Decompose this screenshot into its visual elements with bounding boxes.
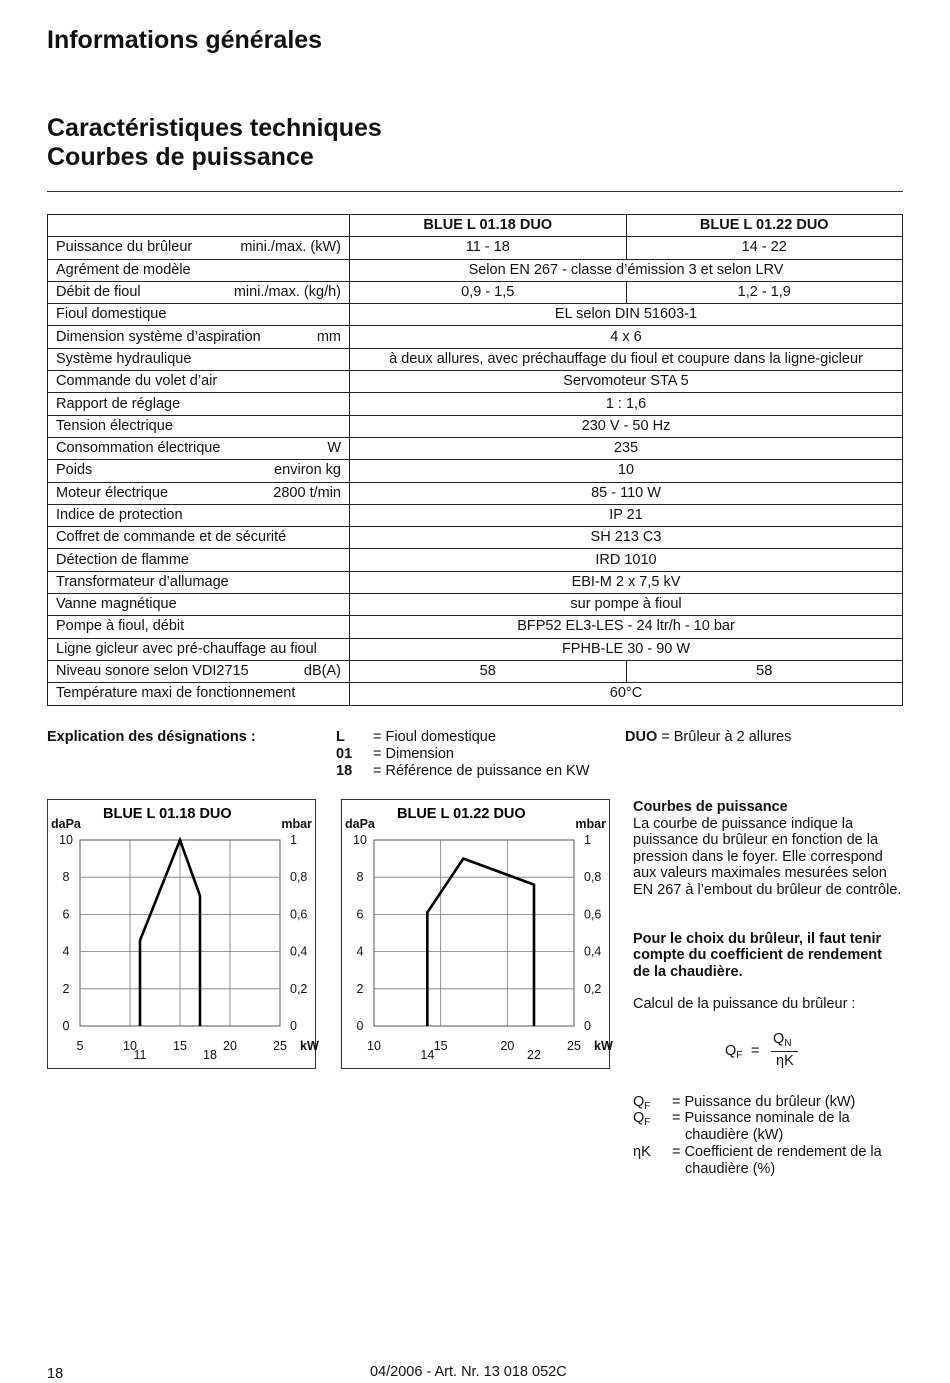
section-subtitle: Courbes de puissance xyxy=(47,143,314,171)
row-unit: 2800 t/min xyxy=(273,484,341,501)
legend-text: = Puissance du brûleur (kW) xyxy=(672,1094,856,1110)
row-value: à deux allures, avec préchauffage du fioul et coupure dans la ligne-gicleur xyxy=(350,348,903,370)
row-unit: W xyxy=(327,440,341,457)
row-label: Transformateur d’allumage xyxy=(56,573,229,590)
x-tick-label: 25 xyxy=(273,1039,287,1053)
designations-heading: Explication des désignations : xyxy=(47,729,256,745)
row-label: Consommation électrique xyxy=(56,440,221,457)
y-tick-label-right: 0,4 xyxy=(290,944,308,959)
table-row xyxy=(48,527,903,549)
row-unit: mini./max. (kg/h) xyxy=(233,284,341,301)
power-curve-chart-2 xyxy=(341,799,613,1069)
row-label-cell xyxy=(48,326,350,348)
legend-symbol-sub: F xyxy=(644,1101,651,1112)
designation-text: = Référence de puissance en KW xyxy=(373,763,590,779)
chart-svg xyxy=(342,800,613,1068)
row-unit: mm xyxy=(316,328,341,345)
row-value: 230 V - 50 Hz xyxy=(350,415,903,437)
table-row xyxy=(48,594,903,616)
row-label-cell xyxy=(48,504,350,526)
legend-symbol xyxy=(633,1144,651,1165)
table-row xyxy=(48,460,903,482)
y-axis-label-right: mbar xyxy=(575,817,606,831)
row-label-cell xyxy=(48,281,350,303)
duo-code: DUO xyxy=(625,729,658,745)
row-label: Ligne gicleur avec pré-chauffage au fioul xyxy=(56,640,317,657)
row-value: 4 x 6 xyxy=(350,326,903,348)
row-value: 1 : 1,6 xyxy=(350,393,903,415)
table-row xyxy=(48,326,903,348)
notes-heading: Courbes de puissance xyxy=(633,799,788,815)
power-curve-chart-1 xyxy=(47,799,319,1069)
y-axis-label-left: daPa xyxy=(51,817,81,831)
legend-text: = Puissance nominale de la chaudière (kW) xyxy=(672,1110,850,1143)
designation-code: 01 xyxy=(336,746,353,762)
row-label-cell xyxy=(48,371,350,393)
row-value: 10 xyxy=(350,460,903,482)
legend-symbol-text: Q xyxy=(633,1094,645,1110)
table-header-cell: BLUE L 01.22 DUO xyxy=(626,215,903,237)
table-row xyxy=(48,638,903,660)
designation-code: 18 xyxy=(336,763,353,779)
y-tick-label-right: 1 xyxy=(290,833,297,847)
y-tick-label-right: 0,4 xyxy=(584,944,602,959)
row-label-cell xyxy=(48,527,350,549)
y-tick-label-right: 0,8 xyxy=(290,870,308,885)
table-row xyxy=(48,616,903,638)
row-label: Rapport de réglage xyxy=(56,395,181,412)
notes-bold-paragraph: Pour le choix du brûleur, il faut tenir compte du coefficient de rendement de la chaudière. xyxy=(633,931,882,980)
y-tick-label-left: 2 xyxy=(62,981,70,996)
y-axis-label-right: mbar xyxy=(281,817,312,831)
y-tick-label-right: 0 xyxy=(290,1019,297,1033)
x-tick-label: 20 xyxy=(223,1039,237,1053)
page-number: 18 xyxy=(47,1366,64,1382)
x-tick-label: 15 xyxy=(173,1039,187,1053)
row-label-cell xyxy=(48,571,350,593)
x-marker-label: 11 xyxy=(133,1048,147,1062)
table-row xyxy=(48,549,903,571)
row-label: Puissance du brûleur xyxy=(56,239,193,256)
row-value: 0,9 - 1,5 xyxy=(350,281,627,303)
duo-designation xyxy=(625,729,791,746)
row-label-cell xyxy=(48,415,350,437)
row-value: Servomoteur STA 5 xyxy=(350,371,903,393)
row-label-cell xyxy=(48,393,350,415)
row-unit: mini./max. (kW) xyxy=(240,239,341,256)
row-label-cell xyxy=(48,638,350,660)
y-tick-label-left: 6 xyxy=(62,907,70,922)
row-label: Niveau sonore selon VDI2715 xyxy=(56,663,249,680)
table-row xyxy=(48,281,903,303)
row-label-cell xyxy=(48,683,350,705)
y-tick-label-left: 10 xyxy=(353,833,367,847)
row-label: Température maxi de fonctionnement xyxy=(56,685,296,702)
y-tick-label-left: 6 xyxy=(356,907,364,922)
row-value: EL selon DIN 51603-1 xyxy=(350,304,903,326)
row-label-cell xyxy=(48,616,350,638)
y-tick-label-right: 0,2 xyxy=(290,981,308,996)
row-value: EBI-M 2 x 7,5 kV xyxy=(350,571,903,593)
row-value: 58 xyxy=(350,660,627,682)
y-tick-label-left: 10 xyxy=(59,833,73,847)
row-value: 85 - 110 W xyxy=(350,482,903,504)
row-label-cell xyxy=(48,304,350,326)
x-tick-label: 15 xyxy=(433,1039,448,1053)
designation-text: = Fioul domestique xyxy=(373,729,496,745)
row-label: Moteur électrique xyxy=(56,484,169,501)
row-value: IRD 1010 xyxy=(350,549,903,571)
formula-lhs xyxy=(725,1043,742,1064)
formula-lhs-symbol: Q xyxy=(725,1043,737,1059)
row-label-cell xyxy=(48,437,350,459)
x-tick-label: 5 xyxy=(76,1039,84,1053)
x-marker-label: 22 xyxy=(527,1048,541,1062)
table-row xyxy=(48,571,903,593)
row-label-cell xyxy=(48,237,350,259)
fraction-bar xyxy=(771,1051,798,1052)
formula-lhs-sub: F xyxy=(736,1050,743,1061)
page-title: Informations générales xyxy=(47,26,323,54)
row-label: Poids xyxy=(56,462,93,479)
designation-text: = Dimension xyxy=(373,746,454,762)
formula-num-symbol: Q xyxy=(773,1031,785,1047)
table-header-cell xyxy=(48,215,350,237)
y-tick-label-right: 0,6 xyxy=(290,907,308,922)
divider xyxy=(47,191,903,192)
y-tick-label-right: 0,8 xyxy=(584,870,602,885)
formula-equals: = xyxy=(751,1043,760,1059)
row-value: 235 xyxy=(350,437,903,459)
table-row xyxy=(48,304,903,326)
table-row xyxy=(48,504,903,526)
table-row xyxy=(48,237,903,259)
table-row xyxy=(48,348,903,370)
row-value: SH 213 C3 xyxy=(350,527,903,549)
row-label: Vanne magnétique xyxy=(56,596,177,613)
row-label: Coffret de commande et de sécurité xyxy=(56,529,287,546)
duo-text: = Brûleur à 2 allures xyxy=(661,729,792,745)
row-label: Détection de flamme xyxy=(56,551,189,568)
legend-text: = Coefficient de rendement de la chaudière (%) xyxy=(672,1144,882,1177)
legend-symbol-text: ηK xyxy=(633,1144,651,1160)
row-value: sur pompe à fioul xyxy=(350,594,903,616)
y-tick-label-right: 0 xyxy=(584,1019,591,1033)
y-tick-label-left: 4 xyxy=(356,944,364,959)
legend-symbol-text: Q xyxy=(633,1110,645,1126)
row-label-cell xyxy=(48,594,350,616)
row-label: Débit de fioul xyxy=(56,284,141,301)
formula-denominator: ηK xyxy=(776,1053,794,1069)
designation-code: L xyxy=(336,729,345,745)
y-tick-label-left: 2 xyxy=(356,981,364,996)
row-value: BFP52 EL3-LES - 24 ltr/h - 10 bar xyxy=(350,616,903,638)
table-row xyxy=(48,437,903,459)
y-tick-label-right: 0,2 xyxy=(584,981,602,996)
y-tick-label-left: 4 xyxy=(62,944,70,959)
plot-frame xyxy=(374,840,574,1026)
row-label-cell xyxy=(48,549,350,571)
row-unit: dB(A) xyxy=(303,663,341,680)
section-title: Caractéristiques techniques xyxy=(47,114,382,142)
power-curve-line xyxy=(427,859,534,1026)
chart-title: BLUE L 01.22 DUO xyxy=(397,806,526,822)
row-value: 14 - 22 xyxy=(626,237,903,259)
y-tick-label-left: 8 xyxy=(62,870,70,885)
y-tick-label-right: 1 xyxy=(584,833,591,847)
table-row xyxy=(48,371,903,393)
table-row xyxy=(48,660,903,682)
document-reference: 04/2006 - Art. Nr. 13 018 052C xyxy=(370,1364,567,1380)
formula-numerator xyxy=(773,1031,792,1052)
row-value: 58 xyxy=(626,660,903,682)
row-value: 11 - 18 xyxy=(350,237,627,259)
y-axis-label-left: daPa xyxy=(345,817,375,831)
y-tick-label-left: 0 xyxy=(62,1019,70,1033)
table-row xyxy=(48,393,903,415)
row-unit: environ kg xyxy=(274,462,341,479)
row-label: Fioul domestique xyxy=(56,306,167,323)
legend-symbol xyxy=(633,1110,650,1131)
x-axis-unit: kW xyxy=(300,1039,319,1053)
row-label: Dimension système d’aspiration xyxy=(56,328,261,345)
table-row xyxy=(48,683,903,705)
row-label: Système hydraulique xyxy=(56,350,192,367)
x-tick-label: 25 xyxy=(567,1039,581,1053)
y-tick-label-left: 8 xyxy=(356,870,364,885)
calc-label: Calcul de la puissance du brûleur : xyxy=(633,996,856,1012)
row-label: Pompe à fioul, débit xyxy=(56,618,185,635)
row-label: Tension électrique xyxy=(56,417,173,434)
x-tick-label: 10 xyxy=(123,1039,137,1053)
y-tick-label-left: 0 xyxy=(356,1019,364,1033)
x-tick-label: 10 xyxy=(367,1039,381,1053)
x-tick-label: 20 xyxy=(500,1039,515,1053)
notes-paragraph: La courbe de puissance indique la puissance du brûleur en fonction de la pression dans le foyer. Elle correspond aux valeurs maximales mesurées selon EN 267 à l’embout du brûleur de contrôle. xyxy=(633,816,902,898)
legend-symbol-sub: F xyxy=(644,1117,651,1128)
row-value: 60°C xyxy=(350,683,903,705)
chart-title: BLUE L 01.18 DUO xyxy=(103,806,232,822)
table-row xyxy=(48,482,903,504)
row-label-cell xyxy=(48,348,350,370)
row-label-cell xyxy=(48,259,350,281)
table-header-cell: BLUE L 01.18 DUO xyxy=(350,215,627,237)
row-value: 1,2 - 1,9 xyxy=(626,281,903,303)
table-row xyxy=(48,259,903,281)
x-marker-label: 18 xyxy=(203,1048,217,1062)
power-curve-line xyxy=(140,840,200,1026)
x-axis-unit: kW xyxy=(594,1039,613,1053)
formula-num-sub: N xyxy=(784,1038,792,1049)
row-label-cell xyxy=(48,460,350,482)
y-tick-label-right: 0,6 xyxy=(584,907,602,922)
table-header-row xyxy=(48,215,903,237)
row-value: IP 21 xyxy=(350,504,903,526)
spec-table xyxy=(47,214,903,706)
row-value: Selon EN 267 - classe d’émission 3 et selon LRV xyxy=(350,259,903,281)
row-label-cell xyxy=(48,482,350,504)
row-label: Commande du volet d’air xyxy=(56,373,218,390)
row-value: FPHB-LE 30 - 90 W xyxy=(350,638,903,660)
x-marker-label: 14 xyxy=(420,1048,435,1062)
row-label-cell xyxy=(48,660,350,682)
table-row xyxy=(48,415,903,437)
chart-svg xyxy=(48,800,319,1068)
row-label: Indice de protection xyxy=(56,507,183,523)
row-label: Agrément de modèle xyxy=(56,261,191,278)
